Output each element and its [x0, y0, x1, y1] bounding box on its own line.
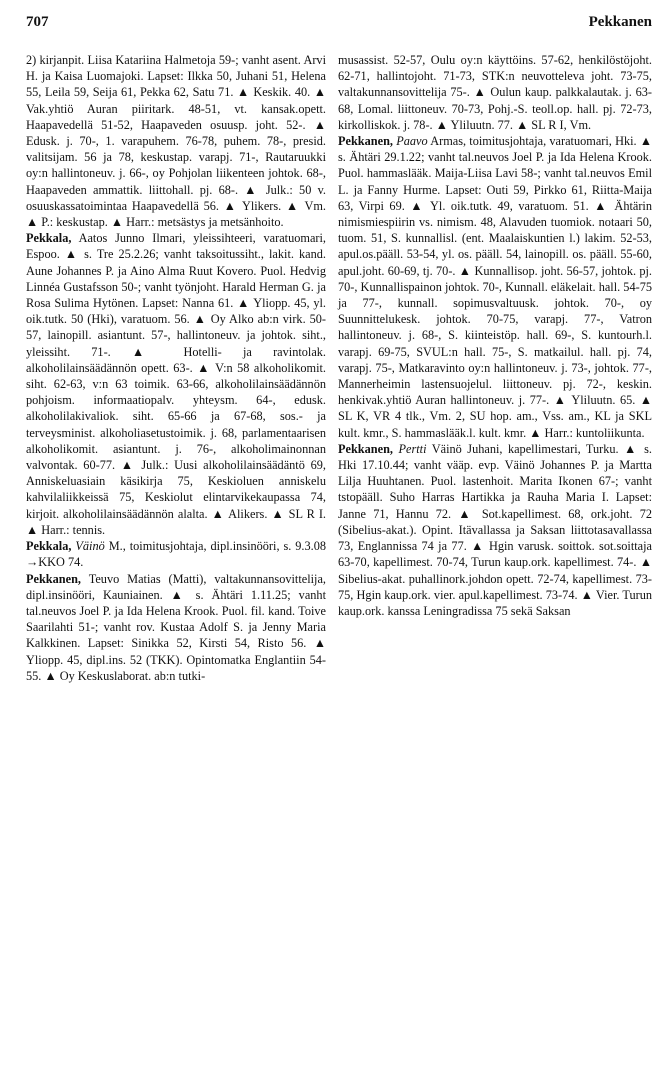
entry-pekkanen-paavo — [338, 133, 652, 441]
entry-pekkanen-pertti — [338, 441, 652, 619]
right-column — [338, 52, 652, 619]
entry-continuation — [26, 52, 326, 230]
entry-body: Teuvo Matias (Matti), valtakunnansovittelija, dipl.insinööri, Kauniainen. ▲ s. Ähtäri 1.11.25; vanht tal.neuvos Joel P. ja Ida Helena Krook. Puol. fil. kand. Toive Saarilahti 51-; vanht rov. Kustaa Adolf S. ja Jenny Maria Kalkkinen. Lapset: Sinikka 52, Kirsti 54, Risto 56. ▲ Yliopp. 45, dipl.ins. 52 (TKK). Opintomatka Englantiin 54-55. ▲ Oy Keskuslaborat. ab:n tutki- — [26, 571, 326, 683]
left-column — [26, 52, 326, 684]
entry-callname: Paavo — [396, 134, 428, 149]
running-head: Pekkanen — [588, 14, 652, 30]
entry-callname: Pertti — [398, 441, 427, 456]
entry-surname: Pekkanen, — [338, 134, 394, 149]
entry-pekkala-vaino — [26, 538, 326, 570]
entry-body: M., toimitusjohtaja, dipl.insinööri, s. 9.3.08 →KKO 74. — [26, 539, 326, 570]
entry-body: 2) kirjanpit. Liisa Katariina Halmetoja 59-; vanht asent. Arvi H. ja Kaisa Luomajoki. Lapset: Ilkka 50, Juhani 51, Helena 55, Leila 59, Seija 61, Pekka 62, Satu 71. ▲ Keskik. 40. ▲ Vak.yhtiö Auran piiritark. 48-51, vt. kansak.opett. Haapavedellä 51-52, Haapaveden osuusp. joht. 52-. ▲ Edusk. j. 70-, 1. varapuhem. 76-78, puhem. 78-, presid. valitsijam. 56 ja 78, keskustap. varapj. 71-, Rautaruukki oy:n hallintoneuv. j. 66-, oy Pohjolan liikenteen johtok. 68-, Haapaveden ammattik. liittohall. pj. 68-. ▲ Julk.: 50 v. osuuskassatoimintaa Haapavedellä 56. ▲ Ylikers. ▲ Vm. ▲ P.: keskustap. ▲ Harr.: metsästys ja metsänhoito. — [26, 53, 326, 230]
page-number: 707 — [26, 14, 49, 30]
entry-continuation — [338, 52, 652, 133]
entry-surname: Pekkala, — [26, 539, 72, 554]
entry-body: musassist. 52-57, Oulu oy:n käyttöins. 57-62, henkilöstöjoht. 62-71, hallintojoht. 71-73, STK:n neuvotteleva joht. 73-75, valtakunnansovittelija 75-. ▲ Oulun kaup. palkkalautak. j. 63-68, Lomal. liittoneuv. 70-73, Pohj.-S. teoll.op. hall. pj. 72-73, kirkolliskok. j. 78-. ▲ Yliluutn. 77. ▲ SL R I, Vm. — [338, 53, 652, 132]
entry-surname: Pekkanen, — [26, 571, 82, 586]
entry-pekkanen-teuvo — [26, 571, 326, 684]
entry-surname: Pekkala, — [26, 231, 72, 246]
entry-pekkala-aatos — [26, 230, 326, 538]
page-header — [26, 14, 652, 36]
entry-body: Aatos Junno Ilmari, yleissihteeri, varatuomari, Espoo. ▲ s. Tre 25.2.26; vanht taksoitussiht., lakit. kand. Aune Johannes P. ja Aino Alma Ruut Kovero. Puol. Hedvig Linnéa Gustafsson 50-; vanht työnjoht. Harald Herman G. ja Rosa Sulima Hytönen. Lapset: Nanna 61. ▲ Yliopp. 45, yl. oik.tutk. 50 (Hki), varatuom. 56. ▲ Oy Alko ab:n virk. 50-57, lainopill. asiantunt. 57-, hallintoneuv. ja johtok. siht., yleissiht. 71-. ▲ Hotelli- ja ravintolak. alkoholilainsäädännön opett. 63-. ▲ V:n 58 alkoholikomit. siht. 62-63, v:n 63 toimik. 63-66, alkoholilainsäädännön pohjoism. informaatiopalv. yhteysm. 64-, edusk. alkoholilakivaliok. siht. 65-66 ja 67-68, sos.- ja terveysminist. alkoholiasetustoimik. j. 68, parlamentaarisen alkoholikomit. asiantunt. j. 76-, alkoholimainonnan valvontak. 60-77. ▲ Julk.: Uusi alkoholilainsäädäntö 69, Anniskeluasiain käsikirja 75, Keskioluen anniskelu kahvilaliikkeissä 75, Keskiolut elintarvikekaupassa 74, kirjoit. alkoholilainsäädännön alalta. ▲ Alikers. ▲ SL R I. ▲ Harr.: tennis. — [26, 231, 326, 537]
entry-body: Armas, toimitusjohtaja, varatuomari, Hki. ▲ s. Ähtäri 29.1.22; vanht tal.neuvos Joel P. ja Ida Helena Krook. Puol. hammaslääk. Maija-Liisa Lavi 58-; vanht tal.neuvos Emil L. ja Fanny Hurme. Lapset: Outi 59, Pirkko 61, Riitta-Maija 63, Virpi 69. ▲ Yl. oik.tutk. 49, varatuom. 51. ▲ Ähtärin nimismiespiirin vs. nimism. 48, Alavuden tuomiok. notaari 50, tuom. 51, S. kunnallisl. (ent. Maalaiskuntien l.) lakim. 52-53, apul.os.pääll. 53-54, yl. os. pääll. 54, lainopill. os. pääll. 55-60, apul.joht. 60-69, tj. 70-. ▲ Kunnallisop. joht. 56-57, johtok. pj. 70-, Kunnallispainon johtok. 70-, Kunnall. eläkelait. hall. 54-75 ja 77-, kunnall. sopimusvaltuusk. johtok. 70-, oy Suunnittelukesk. johtok. 70-75, varapj. 77-, Vatron hallintoneuv. j. 68-, S. kiinteistöp. hall. 69-, S. kuntourh.l. varapj. 69-75, SVUL:n hall. 75-, S. matkailul. hall. pj. 74, varapj. 75-, Matkaravinto oy:n hallintoneuv. j. 73-, johtok. 77-, Mannerheimin lastensuojelul. liittoneuv. pj. 72-, keskin. henkivak.yhtiö Auran hallintoneuv. j. 77-. ▲ Yliluutn. 65. ▲ SL K, VR 4 tlk., Vm. 2, SU hop. am., Vss. am., KL ja SKL kult. kmr., S. hammaslääk.l. kult. kmr. ▲ Harr.: kuntoliikunta. — [338, 134, 652, 440]
entry-callname: Väinö — [75, 539, 105, 554]
entry-body: Väinö Juhani, kapellimestari, Turku. ▲ s. Hki 17.10.44; vanht vääp. evp. Väinö Johannes P. ja Martta Lilja Huuhtanen. Puol. lastenhoit. Marita Ikonen 67-; vanht tstopääll. Suho Harras Hartikka ja Rauha Maria I. Lapset: Janne 71, Hannu 72. ▲ Sot.kapellimest. 68, ork.joht. 72 (Sibelius-akat.). Opint. Itävallassa ja Saksan liittotasavallassa 73, Englannissa 74 ja 77. ▲ Hgin varusk. soittok. sot.soittaja 63-70, kapellimest. 70-74, Turun kaup.ork. kapellimest. 74-. ▲ Sibelius-akat. puhallinork.johdon opett. 72-74, kapellimest. 73-75, Hgin kaup.ork. vier. apul.kapellimest. 73-74. ▲ Vier. Turun kaup.ork. kanssa Leningradissa 75 sekä Saksan — [338, 441, 653, 618]
entry-surname: Pekkanen, — [338, 441, 394, 456]
